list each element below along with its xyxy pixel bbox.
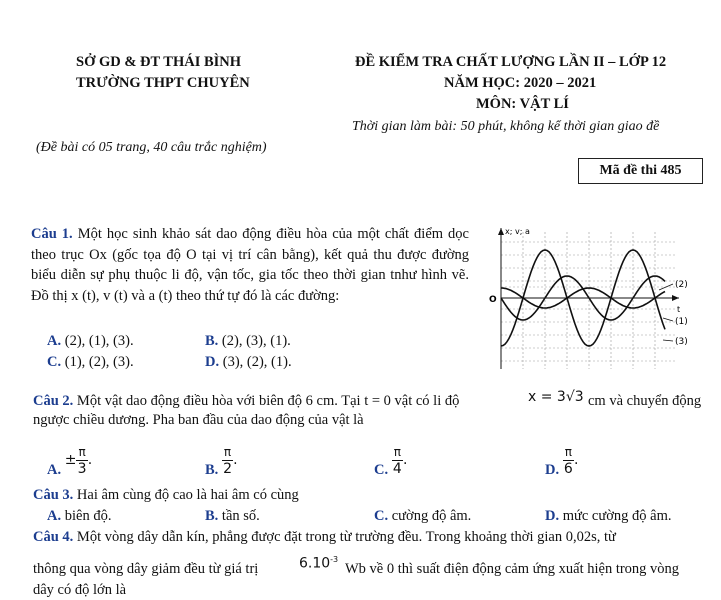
curve-2-label: (2) [675, 280, 688, 290]
q1-graph [487, 224, 699, 374]
question-3: Câu 3. Hai âm cùng độ cao là hai âm có cùng [33, 487, 299, 503]
exam-code: Mã đề thi 485 [599, 163, 682, 178]
graph-origin-label: O [489, 295, 497, 305]
question-1 [31, 224, 469, 306]
fraction: $\frac{\pi}{6}$ [563, 445, 573, 477]
curve-1-label: (1) [675, 317, 688, 327]
fraction: $\frac{\pi}{3}$ [77, 445, 87, 477]
graph-t-label: t [677, 305, 681, 314]
time-note: Thời gian làm bài: 50 phút, không kể thời gian giao đề [352, 119, 660, 134]
school-department: SỞ GD & ĐT THÁI BÌNH [76, 54, 242, 70]
pages-note: (Đề bài có 05 trang, 40 câu trắc nghiệm) [36, 140, 267, 155]
school-year: NĂM HỌC: 2020 – 2021 [444, 75, 597, 91]
q2-option-a[interactable]: A. ± $\frac{\pi}{3}$ . [47, 445, 93, 478]
q3-option-c[interactable]: C. cường độ âm. [374, 508, 472, 524]
label-3-pointer [663, 340, 673, 341]
question-2-line1: Câu 2. Một vật dao động điều hòa với biên độ 6 cm. Tại t = 0 vật có li độ [33, 393, 460, 409]
exam-code-box [578, 158, 703, 184]
q1-option-a[interactable]: A. (2), (1), (3). [47, 333, 134, 349]
curve-3-label: (3) [675, 337, 688, 347]
q2-option-d[interactable]: D. $\frac{\pi}{6}$ . [545, 445, 579, 478]
q4-math-flux: $6.10^{-3}$ [299, 555, 339, 572]
fraction: $\frac{\pi}{4}$ [392, 445, 402, 477]
question-2-line2: ngược chiều dương. Pha ban đầu của dao động của vật là [33, 412, 364, 428]
graph-axis-label: x; v; a [505, 227, 530, 236]
value-axis-arrow-icon [498, 228, 504, 235]
fraction: $\frac{\pi}{2}$ [223, 445, 232, 477]
t-axis-arrow-icon [672, 295, 679, 301]
question-2-line1-end: cm và chuyển động [588, 393, 702, 409]
q1-option-c[interactable]: C. (1), (2), (3). [47, 354, 134, 370]
school-name: TRƯỜNG THPT CHUYÊN [76, 75, 250, 91]
question-4-label: Câu 4. [33, 529, 74, 545]
q3-option-d[interactable]: D. mức cường độ âm. [545, 508, 672, 524]
question-1-text: Một học sinh khảo sát dao động điều hòa của một chất điểm dọc theo trục Ox (gốc tọa độ O tại vị trí cân bằng), kết quả thu được đường biểu diễn sự phụ thuộc li độ, vận tốc, gia tốc theo thời gian tnhư hình vẽ. Đồ thị x (t), v (t) và a (t) theo thứ tự đó là các đường: [31, 226, 469, 304]
question-3-label: Câu 3. [33, 487, 74, 503]
label-1-pointer [663, 318, 673, 321]
exam-title: ĐỀ KIỂM TRA CHẤT LƯỢNG LẦN II – LỚP 12 [355, 54, 667, 70]
q2-math-x: x = 3√3 [528, 389, 584, 405]
question-2-label: Câu 2. [33, 393, 74, 409]
question-4-line2-end: Wb về 0 thì suất điện động cảm ứng xuất hiện trong vòng [345, 561, 680, 577]
q3-option-a[interactable]: A. biên độ. [47, 508, 112, 524]
q2-option-c[interactable]: C. $\frac{\pi}{4}$ . [374, 445, 408, 478]
question-4-line1: Câu 4. Một vòng dây dẫn kín, phẳng được đặt trong từ trường đều. Trong khoảng thời gian 0,02s, từ [33, 529, 616, 545]
q2-option-b[interactable]: B. $\frac{\pi}{2}$ . [205, 445, 238, 478]
q1-option-d[interactable]: D. (3), (2), (1). [205, 354, 292, 370]
question-4-line3: dây có độ lớn là [33, 582, 127, 598]
subject: MÔN: VẬT LÍ [476, 96, 569, 112]
q1-option-b[interactable]: B. (2), (3), (1). [205, 333, 291, 349]
question-4-line2-start: thông qua vòng dây giảm đều từ giá trị [33, 561, 259, 577]
q3-option-b[interactable]: B. tần số. [205, 508, 260, 524]
question-1-label: Câu 1. [31, 226, 73, 242]
